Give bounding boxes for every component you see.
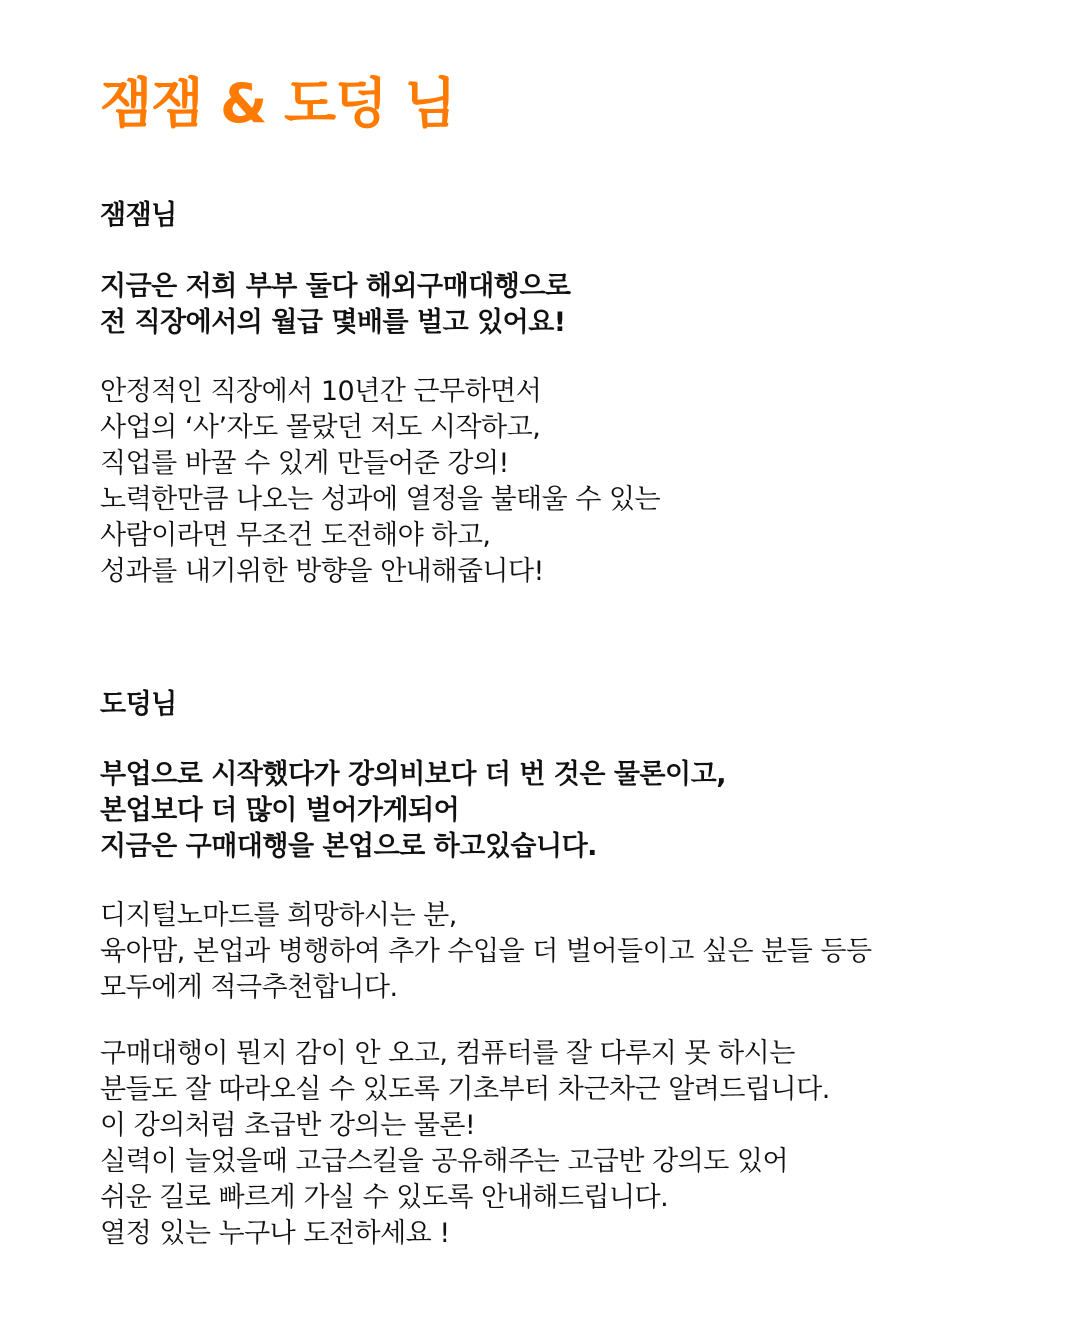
body-line: 직업를 바꿀 수 있게 만들어준 강의! (100, 448, 509, 479)
dodung-body-paragraph-1 (100, 898, 872, 1006)
body-line: 실력이 늘었을때 고급스킬을 공유해주는 고급반 강의도 있어 (100, 1146, 789, 1177)
body-line: 열정 있는 누구나 도전하세요 ! (100, 1218, 450, 1249)
body-line: 안정적인 직장에서 10년간 근무하면서 (100, 376, 542, 407)
page-title: 잼잼 & 도덩 님 (100, 72, 456, 135)
reviewer-name-jamjam: 잼잼님 (100, 200, 177, 231)
body-line: 사람이라면 무조건 도전해야 하고, (100, 520, 491, 551)
body-line: 모두에게 적극추천합니다. (100, 972, 398, 1003)
dodung-headline (100, 757, 726, 865)
body-line: 이 강의처럼 초급반 강의는 물론! (100, 1110, 476, 1141)
body-line: 구매대행이 뭔지 감이 안 오고, 컴퓨터를 잘 다루지 못 하시는 (100, 1038, 795, 1069)
jamjam-body (100, 374, 660, 590)
body-line: 사업의 ‘사’자도 몰랐던 저도 시작하고, (100, 412, 541, 443)
headline-line: 지금은 저희 부부 둘다 해외구매대행으로 (100, 271, 571, 302)
body-line: 육아맘, 본업과 병행하여 추가 수입을 더 벌어들이고 싶은 분들 등등 (100, 936, 872, 967)
headline-line: 본업보다 더 많이 벌어가게되어 (100, 795, 460, 826)
body-line: 분들도 잘 따라오실 수 있도록 기초부터 차근차근 알려드립니다. (100, 1074, 830, 1105)
headline-line: 전 직장에서의 월급 몇배를 벌고 있어요! (100, 307, 566, 338)
body-line: 디지털노마드를 희망하시는 분, (100, 900, 457, 931)
jamjam-headline (100, 269, 571, 341)
body-line: 성과를 내기위한 방향을 안내해줍니다! (100, 556, 544, 587)
reviewer-name-dodung: 도덩님 (100, 689, 177, 720)
body-line: 쉬운 길로 빠르게 가실 수 있도록 안내해드립니다. (100, 1182, 669, 1213)
dodung-body-paragraph-2 (100, 1036, 830, 1252)
testimonial-page (100, 0, 1040, 1320)
headline-line: 지금은 구매대행을 본업으로 하고있습니다. (100, 831, 597, 862)
headline-line: 부업으로 시작했다가 강의비보다 더 번 것은 물론이고, (100, 759, 726, 790)
body-line: 노력한만큼 나오는 성과에 열정을 불태울 수 있는 (100, 484, 661, 515)
